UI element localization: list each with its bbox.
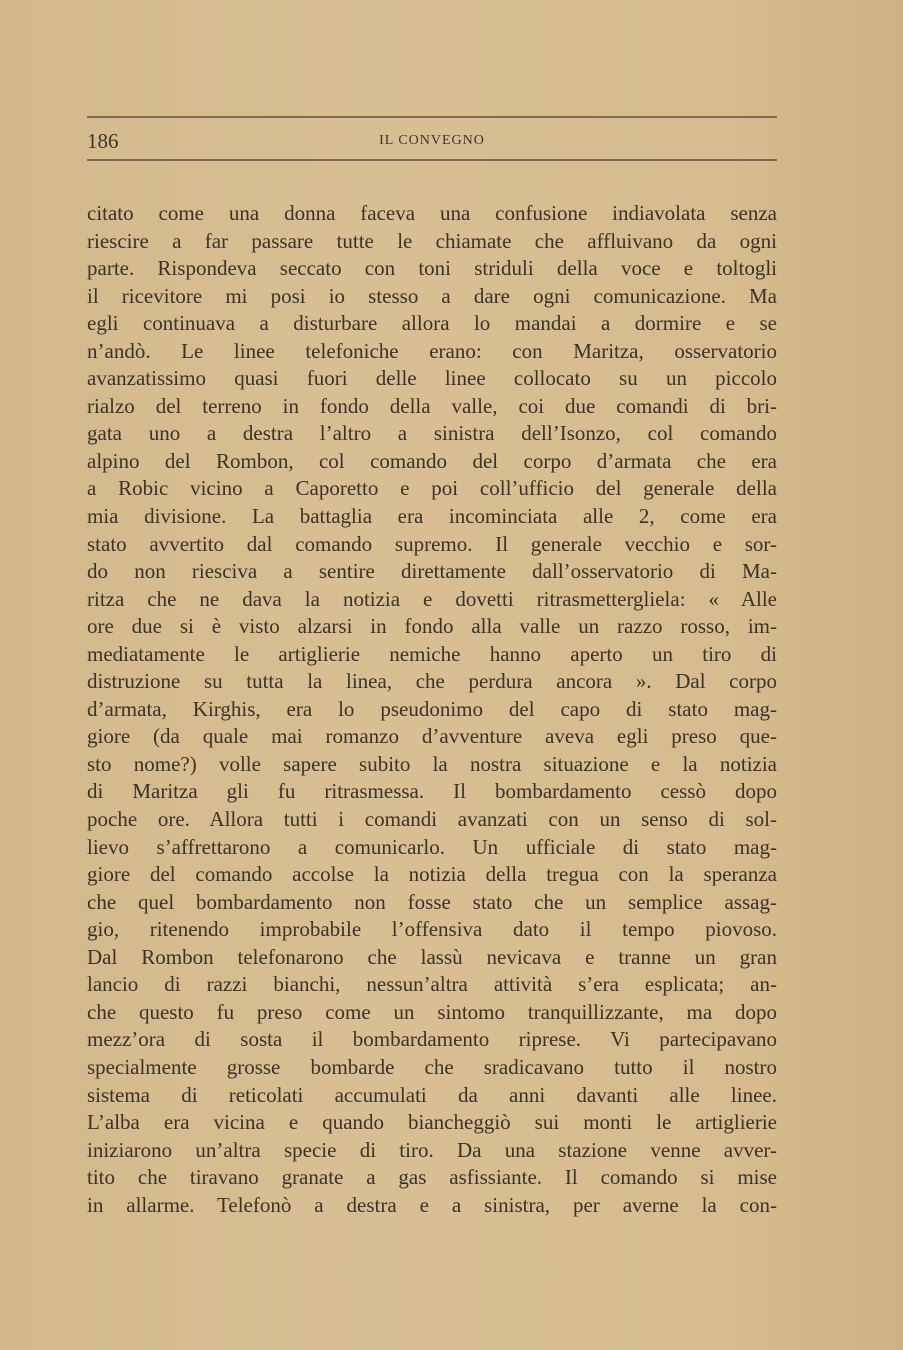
text-line: mia divisione. La battaglia era incominciata alle 2, come era	[87, 504, 777, 529]
text-line: iniziarono un’altra specie di tiro. Da una stazione venne avver-	[87, 1137, 777, 1162]
text-line: a Robic vicino a Caporetto e poi coll’ufficio del generale della	[87, 476, 777, 501]
text-line: stato avvertito dal comando supremo. Il generale vecchio e sor-	[87, 531, 777, 556]
text-line: egli continuava a disturbare allora lo mandai a dormire e se	[87, 311, 777, 336]
text-line: alpino del Rombon, col comando del corpo d’armata che era	[87, 448, 777, 473]
text-line: avanzatissimo quasi fuori delle linee collocato su un piccolo	[87, 366, 777, 391]
text-line: che questo fu preso come un sintomo tranquillizzante, ma dopo	[87, 999, 777, 1024]
text-line: L’alba era vicina e quando biancheggiò sui monti le artiglierie	[87, 1110, 777, 1135]
header-rule-top	[87, 116, 777, 118]
text-line: poche ore. Allora tutti i comandi avanzati con un senso di sol-	[87, 807, 777, 832]
text-line: distruzione su tutta la linea, che perdura ancora ». Dal corpo	[87, 669, 777, 694]
text-line: in allarme. Telefonò a destra e a sinistra, per averne la con-	[87, 1192, 777, 1217]
journal-title: IL CONVEGNO	[379, 133, 485, 148]
text-line: gio, ritenendo improbabile l’offensiva dato il tempo piovoso.	[87, 917, 777, 942]
text-line: riescire a far passare tutte le chiamate che affluivano da ogni	[87, 228, 777, 253]
text-line: d’armata, Kirghis, era lo pseudonimo del capo di stato mag-	[87, 696, 777, 721]
text-line: citato come una donna faceva una confusione indiavolata senza	[87, 201, 777, 225]
text-line: lievo s’affrettarono a comunicarlo. Un ufficiale di stato mag-	[87, 834, 777, 859]
running-head	[87, 127, 777, 155]
text-line: sto nome?) volle sapere subito la nostra situazione e la notizia	[87, 751, 777, 776]
text-line: sistema di reticolati accumulati da anni davanti alle linee.	[87, 1082, 777, 1107]
text-line: specialmente grosse bombarde che sradicavano tutto il nostro	[87, 1054, 777, 1079]
text-line: rialzo del terreno in fondo della valle, coi due comandi di bri-	[87, 393, 777, 418]
body-text	[87, 200, 777, 1219]
text-line: parte. Rispondeva seccato con toni striduli della voce e toltogli	[87, 256, 777, 281]
text-line: gata uno a destra l’altro a sinistra dell’Isonzo, col comando	[87, 421, 777, 446]
text-line: lancio di razzi bianchi, nessun’altra attività s’era esplicata; an-	[87, 972, 777, 997]
text-line: ritza che ne dava la notizia e dovetti ritrasmettergliela: « Alle	[87, 586, 777, 611]
header-rule-bottom	[87, 159, 777, 161]
text-line: che quel bombardamento non fosse stato che un semplice assag-	[87, 889, 777, 914]
text-line: tito che tiravano granate a gas asfissiante. Il comando si mise	[87, 1165, 777, 1190]
text-line: di Maritza gli fu ritrasmessa. Il bombardamento cessò dopo	[87, 779, 777, 804]
text-line: do non riesciva a sentire direttamente dall’osservatorio di Ma-	[87, 559, 777, 584]
page-number: 186	[87, 129, 119, 153]
text-line: mediatamente le artiglierie nemiche hanno aperto un tiro di	[87, 641, 777, 666]
text-line: giore del comando accolse la notizia della tregua con la speranza	[87, 862, 777, 887]
text-line: giore (da quale mai romanzo d’avventure aveva egli preso que-	[87, 724, 777, 749]
text-line: ore due si è visto alzarsi in fondo alla valle un razzo rosso, im-	[87, 614, 777, 639]
text-line: Dal Rombon telefonarono che lassù nevicava e tranne un gran	[87, 944, 777, 969]
text-line: n’andò. Le linee telefoniche erano: con Maritza, osservatorio	[87, 338, 777, 363]
text-line: mezz’ora di sosta il bombardamento riprese. Vi partecipavano	[87, 1027, 777, 1052]
text-line: il ricevitore mi posi io stesso a dare ogni comunicazione. Ma	[87, 283, 777, 308]
